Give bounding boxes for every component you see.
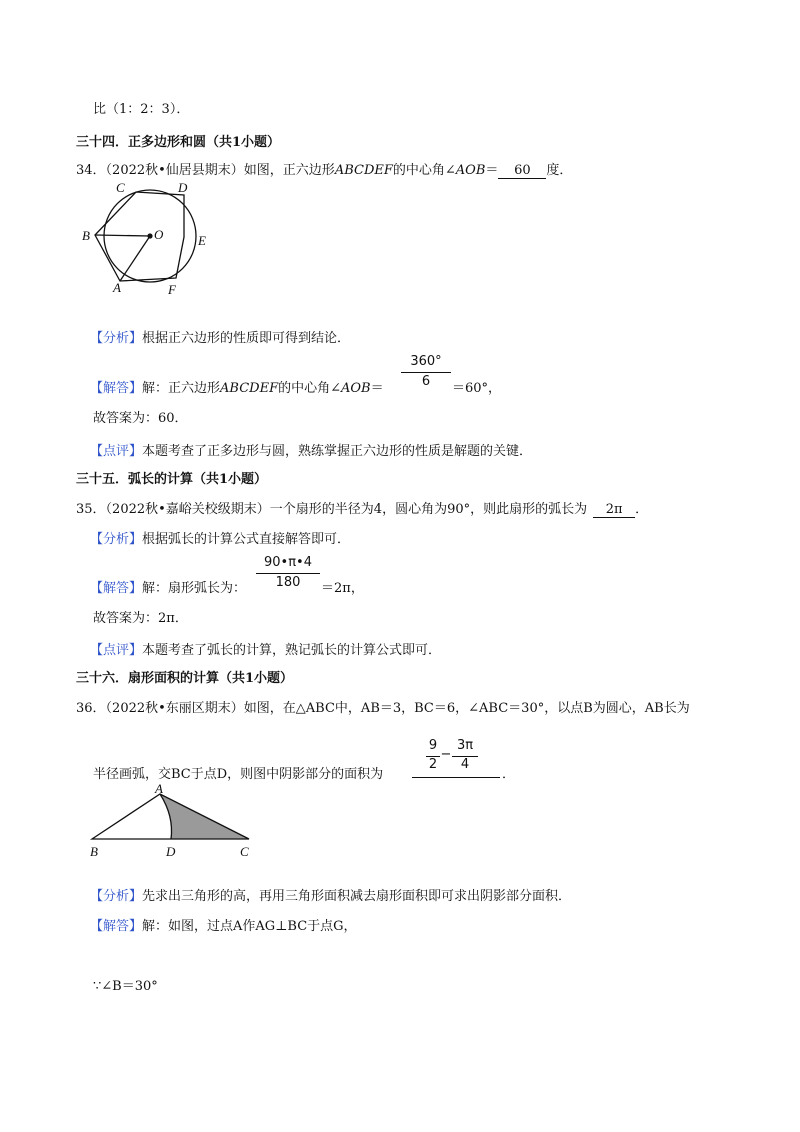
fraction-numerator: 90•π•4 [264,555,312,570]
analysis-tag: 【分析】 [90,532,143,547]
solution-36 [90,915,357,934]
minus-sign: − [440,747,452,762]
question-number: 34． [76,163,106,178]
answer-numerator-2: 3π [456,738,474,753]
solution-tag: 【解答】 [90,381,143,396]
label-o: O [154,227,164,242]
label-d: D [178,180,188,195]
segment-oa [120,236,150,281]
question-text: （2022秋•嘉峪关校级期末）一个扇形的半径为4，圆心角为90°，则此扇形的弧长为 [105,502,588,517]
question-number: 35． [76,502,106,517]
analysis-34 [90,327,350,346]
label-c: C [116,180,125,195]
fraction-bar [256,573,320,574]
fraction-denominator: 6 [421,374,431,389]
question-end: 度． [546,163,573,178]
fraction-denominator: 180 [275,575,301,590]
section-36-heading: 三十六．扇形面积的计算（共1小题） [76,671,294,686]
solution-text: 解：扇形弧长为： [142,581,247,596]
angle-name: AOB [341,381,371,396]
final-answer-34: 故答案为：60． [93,411,188,426]
comment-tag: 【点评】 [90,444,143,459]
question-text: 的中心角∠ [392,163,456,178]
final-answer-35: 故答案为：2π． [93,611,188,626]
solution-34 [90,377,384,396]
label-e: E [198,233,206,248]
comment-35 [90,639,441,658]
analysis-35 [90,528,350,547]
fraction-numerator: 360° [410,354,442,369]
analysis-text: 根据弧长的计算公式直接解答即可． [142,532,351,547]
solution-tag: 【解答】 [90,919,143,934]
question-36-line2: 半径画弧，交BC于点D，则图中阴影部分的面积为 [93,767,384,782]
solution-tag: 【解答】 [90,581,143,596]
angle-name: AOB [455,163,486,178]
label-a: A [113,280,121,295]
center-point [147,233,152,238]
analysis-tag: 【分析】 [90,889,143,904]
solution-text: 解：如图，过点A作AG⊥BC于点G， [142,919,357,934]
continuation-line: 比（1：2：3）． [93,102,190,117]
polygon-name: ABCDEF [220,381,279,396]
answer-blank: 60 [498,163,546,179]
segment-ob [95,235,150,236]
label-c: C [240,844,249,859]
label-d: D [166,844,176,859]
analysis-tag: 【分析】 [90,331,143,346]
solution-text: 解：正六边形 [142,381,221,396]
question-source: （2022秋•仙居县期末）如图，正六边形 [105,163,335,178]
comment-text: 本题考查了弧长的计算，熟记弧长的计算公式即可． [142,643,442,658]
comment-text: 本题考查了正多边形与圆，熟练掌握正六边形的性质是解题的关键． [142,444,533,459]
solution-result: ＝2π， [321,581,364,596]
analysis-36 [90,885,571,904]
comment-tag: 【点评】 [90,643,143,658]
solution-35 [90,577,246,596]
polygon-name: ABCDEF [334,163,393,178]
equals-sign: ＝ [485,163,499,178]
because-line: ∵∠B＝30° [93,979,158,994]
question-number: 36． [76,701,106,716]
question-end: ． [635,502,649,517]
solution-text: 的中心角∠ [278,381,341,396]
label-a: A [155,782,163,796]
answer-numerator-1: 9 [428,738,438,753]
question-35 [76,498,648,518]
fraction-bar [401,372,451,373]
equals-sign: ＝ [370,381,384,396]
triangle-sector-figure [82,782,262,862]
question-end: ． [502,767,516,782]
answer-blank: 2π [593,502,635,518]
answer-denominator-2: 4 [460,757,470,772]
section-34-heading: 三十四．正多边形和圆（共1小题） [76,135,281,150]
comment-34 [90,440,532,459]
analysis-text: 根据正六边形的性质即可得到结论． [142,331,351,346]
solution-result: ＝60°， [452,381,502,396]
question-text: （2022秋•东丽区期末）如图，在△ABC中，AB＝3，BC＝6，∠ABC＝30°，以点B为圆心，AB长为 [105,701,690,716]
answer-underline [412,777,500,778]
label-b: B [90,844,98,859]
question-36-line1 [76,697,690,716]
question-34 [76,159,572,179]
hexagon [95,192,184,281]
analysis-text: 先求出三角形的高，再用三角形面积减去扇形面积即可求出阴影部分面积． [142,889,572,904]
answer-denominator-1: 2 [428,757,438,772]
label-b: B [82,228,90,243]
label-f: F [168,282,176,297]
section-35-heading: 三十五．弧长的计算（共1小题） [76,472,268,487]
hexagon-circle-figure [80,180,220,300]
